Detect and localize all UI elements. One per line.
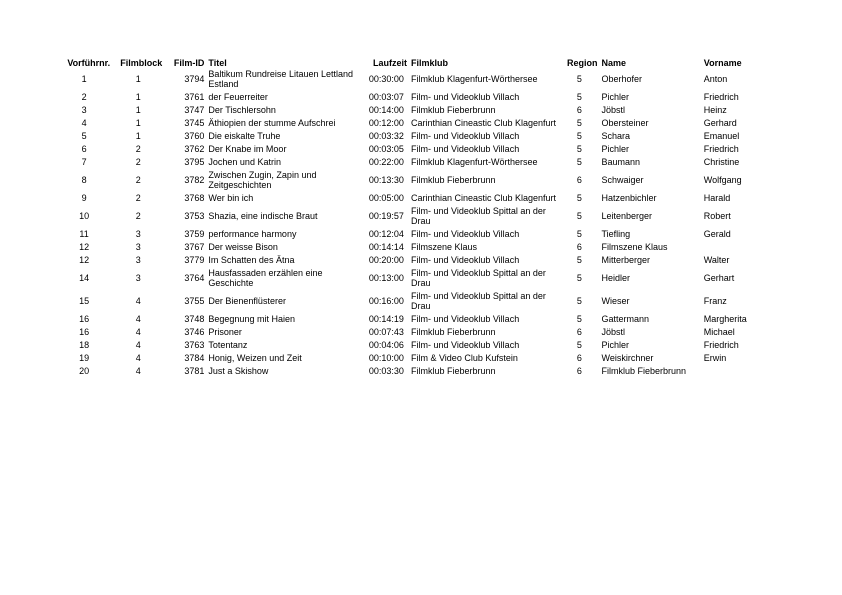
runtime-cell: 00:03:07 [368,92,404,102]
region-cell: 6 [576,353,582,363]
film-id-cell: 3794 [184,74,205,84]
first-name-cell: Friedrich [703,144,739,154]
last-name-cell: Tiefling [601,229,631,239]
last-name-cell: Baumann [601,157,641,167]
title-cell: Äthiopien der stumme Aufschrei [208,118,336,128]
title-cell: Prisoner [208,327,242,337]
film-block-cell: 1 [135,74,141,84]
first-name-cell: Erwin [703,353,727,363]
screening-number-cell: 12 [79,242,90,252]
region-cell: 5 [576,296,582,306]
last-name-cell: Obersteiner [601,118,649,128]
title-cell: Honig, Weizen und Zeit [208,353,302,363]
title-cell: Totentanz [208,340,248,350]
first-name-cell: Gerald [703,229,731,239]
header-screening-number: Vorführnr. [67,58,111,68]
film-club-cell: Filmklub Fieberbrunn [410,105,496,115]
screening-number-cell: 19 [79,353,90,363]
film-id-cell: 3759 [184,229,205,239]
film-block-cell: 4 [135,296,141,306]
film-block-cell: 3 [135,229,141,239]
runtime-cell: 00:14:19 [368,314,404,324]
table-row [56,68,772,91]
screening-number-cell: 16 [79,327,90,337]
film-club-cell: Film- und Videoklub Spittal an der Drau [410,268,546,288]
first-name-cell: Friedrich [703,92,739,102]
film-id-cell: 3761 [184,92,205,102]
header-film-block: Filmblock [120,58,163,68]
screening-number-cell: 8 [81,175,87,185]
table-row [56,205,772,228]
film-id-cell: 3745 [184,118,205,128]
film-block-cell: 3 [135,255,141,265]
header-first-name: Vorname [703,58,742,68]
region-cell: 5 [576,255,582,265]
film-id-cell: 3748 [184,314,205,324]
film-block-cell: 1 [135,118,141,128]
film-club-cell: Film & Video Club Kufstein [410,353,518,363]
region-cell: 5 [576,157,582,167]
screening-number-cell: 16 [79,314,90,324]
film-club-cell: Film- und Videoklub Villach [410,314,520,324]
runtime-cell: 00:12:00 [368,118,404,128]
table-row [56,228,772,241]
last-name-cell: Leitenberger [601,211,653,221]
screening-schedule-table [56,56,772,378]
film-id-cell: 3762 [184,144,205,154]
film-club-cell: Carinthian Cineastic Club Klagenfurt [410,118,557,128]
film-block-cell: 1 [135,105,141,115]
table-row [56,352,772,365]
film-id-cell: 3779 [184,255,205,265]
screening-number-cell: 2 [81,92,87,102]
screening-number-cell: 4 [81,118,87,128]
first-name-cell: Friedrich [703,340,739,350]
runtime-cell: 00:03:05 [368,144,404,154]
film-block-cell: 2 [135,157,141,167]
runtime-cell: 00:13:00 [368,273,404,283]
first-name-cell: Gerhart [703,273,735,283]
screening-number-cell: 11 [79,229,89,239]
last-name-cell: Pichler [601,144,629,154]
runtime-cell: 00:22:00 [368,157,404,167]
title-cell: Begegnung mit Haien [208,314,295,324]
runtime-cell: 00:05:00 [368,193,404,203]
table-row [56,267,772,290]
film-club-cell: Film- und Videoklub Villach [410,144,520,154]
runtime-cell: 00:03:32 [368,131,404,141]
first-name-cell: Robert [703,211,731,221]
film-club-cell: Film- und Videoklub Villach [410,92,520,102]
screening-number-cell: 7 [81,157,87,167]
runtime-cell: 00:14:00 [368,105,404,115]
region-cell: 5 [576,144,582,154]
film-club-cell: Film- und Videoklub Villach [410,131,520,141]
runtime-cell: 00:16:00 [368,296,404,306]
runtime-cell: 00:13:30 [368,175,404,185]
last-name-cell: Filmszene Klaus [601,242,668,252]
film-id-cell: 3763 [184,340,205,350]
last-name-cell: Mitterberger [601,255,650,265]
film-id-cell: 3760 [184,131,205,141]
first-name-cell [702,241,772,254]
title-cell: Der weisse Bison [208,242,278,252]
film-club-cell: Filmklub Fieberbrunn [410,327,496,337]
first-name-cell: Michael [703,327,735,337]
first-name-cell [702,365,772,378]
table-row [56,254,772,267]
region-cell: 6 [576,242,582,252]
first-name-cell: Anton [703,74,728,84]
film-club-cell: Filmklub Klagenfurt-Wörthersee [410,74,538,84]
film-club-cell: Film- und Videoklub Spittal an der Drau [410,291,546,311]
screening-number-cell: 6 [81,144,87,154]
region-cell: 5 [576,340,582,350]
region-cell: 6 [576,366,582,376]
film-id-cell: 3784 [184,353,205,363]
film-block-cell: 2 [135,144,141,154]
last-name-cell: Heidler [601,273,630,283]
film-id-cell: 3764 [184,273,205,283]
title-cell: Jochen und Katrin [208,157,281,167]
runtime-cell: 00:07:43 [368,327,404,337]
screening-number-cell: 14 [79,273,90,283]
screening-number-cell: 1 [81,74,87,84]
title-cell: Der Knabe im Moor [208,144,287,154]
film-block-cell: 4 [135,340,141,350]
runtime-cell: 00:04:06 [368,340,404,350]
table-row [56,241,772,254]
first-name-cell: Walter [703,255,730,265]
region-cell: 6 [576,105,582,115]
film-block-cell: 3 [135,273,141,283]
last-name-cell: Filmklub Fieberbrunn [601,366,687,376]
region-cell: 5 [576,211,582,221]
last-name-cell: Weiskirchner [601,353,654,363]
film-id-cell: 3795 [184,157,205,167]
region-cell: 5 [576,229,582,239]
title-cell: Im Schatten des Ätna [208,255,295,265]
film-club-cell: Filmklub Fieberbrunn [410,366,496,376]
runtime-cell: 00:30:00 [368,74,404,84]
screening-number-cell: 15 [79,296,90,306]
first-name-cell: Harald [703,193,731,203]
film-block-cell: 4 [135,366,141,376]
runtime-cell: 00:10:00 [368,353,404,363]
screening-number-cell: 18 [79,340,90,350]
last-name-cell: Schwaiger [601,175,644,185]
screening-number-cell: 5 [81,131,87,141]
region-cell: 6 [576,175,582,185]
film-club-cell: Filmszene Klaus [410,242,477,252]
table-row [56,91,772,104]
film-club-cell: Film- und Videoklub Villach [410,255,520,265]
film-block-cell: 4 [135,327,141,337]
title-cell: der Feuerreiter [208,92,268,102]
title-cell: Shazia, eine indische Braut [208,211,318,221]
header-runtime: Laufzeit [372,58,407,68]
film-club-cell: Filmklub Fieberbrunn [410,175,496,185]
first-name-cell: Heinz [703,105,727,115]
last-name-cell: Schara [601,131,631,141]
title-cell: Die eiskalte Truhe [208,131,281,141]
last-name-cell: Wieser [601,296,630,306]
table-row [56,365,772,378]
last-name-cell: Oberhofer [601,74,643,84]
region-cell: 6 [576,327,582,337]
title-cell: Wer bin ich [208,193,254,203]
table-row [56,143,772,156]
last-name-cell: Pichler [601,340,629,350]
table-header-row [56,56,772,68]
region-cell: 5 [576,131,582,141]
table-row [56,313,772,326]
header-title: Titel [208,58,227,68]
region-cell: 5 [576,273,582,283]
film-block-cell: 1 [135,92,141,102]
table-row [56,130,772,143]
table-row [56,156,772,169]
region-cell: 5 [576,92,582,102]
runtime-cell: 00:12:04 [368,229,404,239]
film-block-cell: 3 [135,242,141,252]
film-id-cell: 3768 [184,193,205,203]
last-name-cell: Jöbstl [601,327,625,337]
film-id-cell: 3782 [184,175,205,185]
film-block-cell: 4 [135,353,141,363]
region-cell: 5 [576,314,582,324]
title-cell: Baltikum Rundreise Litauen Lettland Estland [208,69,353,89]
film-block-cell: 4 [135,314,141,324]
runtime-cell: 00:03:30 [368,366,404,376]
film-id-cell: 3753 [184,211,205,221]
runtime-cell: 00:20:00 [368,255,404,265]
screening-number-cell: 10 [79,211,90,221]
film-id-cell: 3746 [184,327,205,337]
first-name-cell: Margherita [703,314,747,324]
region-cell: 5 [576,118,582,128]
title-cell: Just a Skishow [208,366,269,376]
film-block-cell: 2 [135,193,141,203]
film-block-cell: 1 [135,131,141,141]
film-block-cell: 2 [135,175,141,185]
first-name-cell: Emanuel [703,131,740,141]
table-row [56,169,772,192]
film-id-cell: 3747 [184,105,205,115]
screening-number-cell: 20 [79,366,90,376]
screening-number-cell: 9 [81,193,87,203]
film-id-cell: 3755 [184,296,205,306]
region-cell: 5 [576,74,582,84]
table-row [56,290,772,313]
table-row [56,192,772,205]
screening-number-cell: 12 [79,255,90,265]
table-row [56,104,772,117]
film-id-cell: 3767 [184,242,205,252]
header-region: Region [566,58,598,68]
table-row [56,326,772,339]
film-club-cell: Film- und Videoklub Villach [410,229,520,239]
title-cell: performance harmony [208,229,297,239]
title-cell: Hausfassaden erzählen eine Geschichte [208,268,323,288]
table-row [56,339,772,352]
first-name-cell: Christine [703,157,740,167]
title-cell: Zwischen Zugin, Zapin und Zeitgeschichten [208,170,317,190]
last-name-cell: Pichler [601,92,629,102]
first-name-cell: Franz [703,296,727,306]
header-film-id: Film-ID [173,58,205,68]
table-row [56,117,772,130]
last-name-cell: Jöbstl [601,105,625,115]
runtime-cell: 00:14:14 [368,242,404,252]
film-club-cell: Film- und Videoklub Spittal an der Drau [410,206,546,226]
runtime-cell: 00:19:57 [368,211,404,221]
screening-number-cell: 3 [81,105,87,115]
region-cell: 5 [576,193,582,203]
film-id-cell: 3781 [184,366,205,376]
film-club-cell: Carinthian Cineastic Club Klagenfurt [410,193,557,203]
header-film-club: Filmklub [410,58,448,68]
last-name-cell: Hatzenbichler [601,193,657,203]
first-name-cell: Gerhard [703,118,737,128]
title-cell: Der Bienenflüsterer [208,296,286,306]
first-name-cell: Wolfgang [703,175,742,185]
film-block-cell: 2 [135,211,141,221]
last-name-cell: Gattermann [601,314,650,324]
title-cell: Der Tischlersohn [208,105,276,115]
film-club-cell: Filmklub Klagenfurt-Wörthersee [410,157,538,167]
film-club-cell: Film- und Videoklub Villach [410,340,520,350]
table-body [56,68,772,378]
header-last-name: Name [601,58,626,68]
